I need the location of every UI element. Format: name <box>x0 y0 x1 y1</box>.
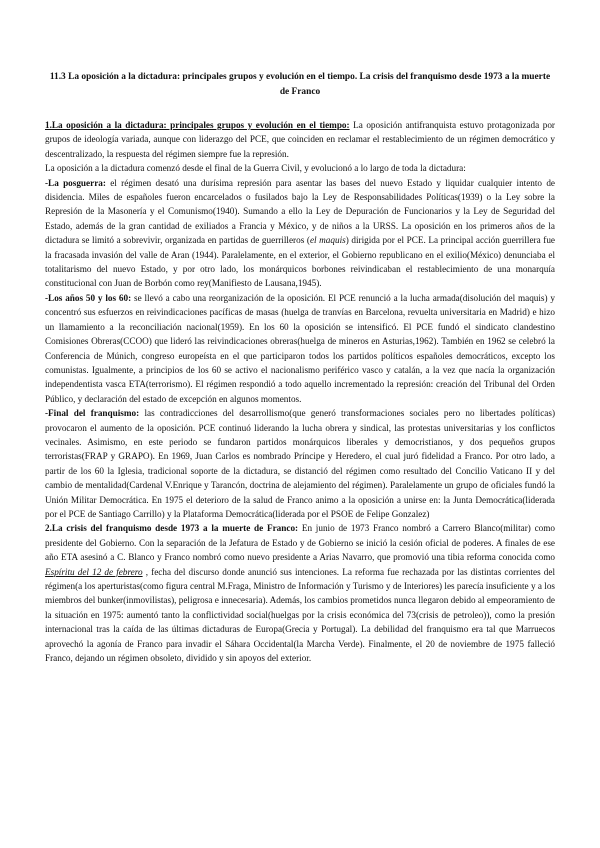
posguerra-text-a: el régimen desató una durísima represión para asentar las bases del nuevo Estado y liquidar cualquier intento de disidencia. Miles de españoles fueron encarcelados o fusilados bajo la Ley de Responsabilidades Políticas(1939) o la Ley sobre la Represión de la Masonería y el Comunismo(1940). Sumando a ello la Ley de Depuración de Funcionarios y la Ley de Seguridad del Estado, además de la gran cantidad de exiliados a Francia y México, y de niños a la URSS. La oposición en los primeros años de la dictadura se limitó a sobrevivir, organizada en partidas de guerrilleros ( <box>45 177 555 246</box>
anos-50-60-text: se llevó a cabo una reorganización de la oposición. El PCE renunció a la lucha armada(disolución del maquis) y concentró sus esfuerzos en reivindicaciones pacíficas de masas (huelga de tranvías en Barcelona, revuelta universitaria en Madrid) e hizo un llamamiento a la reconciliación nacional(1959). En los 60 la oposición se intensificó. El PCE fundó el sindicato clandestino Comisiones Obreras(CCOO) que lideró las reivindicaciones obreras(huelga de mineros en Asturias,1962). También en 1962 se celebró la Conferencia de Múnich, congreso europeísta en el que participaron todos los partidos políticos españoles democráticos, excepto los comunistas. Igualmente, a principios de los 60 se activo el nacionalismo periférico vasco y catalán, a la vez que nacía la organización independentista vasca ETA(terrorismo). El régimen respondió a todo aquello incrementado la represión: creación del Tribunal del Orden Público, y declaración del estado de excepción en algunos momentos. <box>45 292 555 404</box>
final-franquismo-paragraph <box>45 406 555 521</box>
posguerra-text-b: ) dirigida por el PCE. La principal acción guerrillera fue la fracasada invasión del valle de Aran (1944). Paralelamente, en el exterior, el Gobierno republicano en el exilio(México) denunciaba el totalitarismo del nuevo Estado, y por otro lado, los monárquicos borbones reivindicaban el restablecimiento de una monarquía constitucional con Juan de Borbón como rey(Manifiesto de Lausana,1945). <box>45 235 556 289</box>
posguerra-paragraph <box>45 176 555 291</box>
section-2-text-b: , fecha del discurso donde anunció sus intenciones. La reforma fue rechazada por las distintas corrientes del régimen(a los aperturistas(como figura central M.Fraga, Ministro de Información y Turismo y de Interiores) les parecía insuficiente y a los miembros del bunker(inmovilistas), peligrosa e innecesaria). Además, los cambios prometidos nunca llegaron debido al empeoramiento de la situación en 1975: aumentó tanto la conflictividad social(huelgas por la crisis económica del 73(crisis de petroleo)), como la presión internacional tras la caída de las últimas dictaduras de Europa(Grecia y Portugal). La debilidad del franquismo era tal que Marruecos aprovechó la agonía de Franco para invadir el Sáhara Occidental(la Marcha Verde). Finalmente, el 20 de noviembre de 1975 falleció Franco, dejando un régimen obsoleto, dividido y sin apoyos del exterior. <box>45 566 556 664</box>
espiritu-term: Espíritu del 12 de febrero <box>45 566 143 577</box>
anos-50-60-paragraph <box>45 291 555 406</box>
document-title: 11.3 La oposición a la dictadura: principales grupos y evolución en el tiempo. La crisis del franquismo desde 1973 a la muerte de Franco <box>49 72 551 97</box>
section-1-heading: 1.La oposición a la dictadura: principales grupos y evolución en el tiempo: <box>45 120 350 130</box>
final-franquismo-text: las contradicciones del desarrollismo(que generó transformaciones sociales pero no libertades políticas) provocaron el aumento de la oposición. PCE continuó liderando la lucha obrera y sindical, las protestas universitarias y los conflictos vecinales. Asimismo, en este periodo se fundaron partidos monárquicos liberales y democristianos, y dos pequeños grupos terroristas(FRAP y GRAPO). En 1969, Juan Carlos es nombrado Príncipe y Heredero, el cual juró fidelidad a Franco. Por otro lado, a partir de los 60 la Iglesia, tradicional soporte de la dictadura, se distanció del régimen como resultado del Concilio Vaticano II y del cambio de mentalidad(Cardenal V.Enrique y Tarancón, doctrina de alejamiento del régimen). Paralelamente un grupo de oficiales fundó la Unión Militar Democrática. En 1975 el deterioro de la salud de Franco animo a la oposición a unirse en: la Junta Democrática(liderada por el PCE de Santiago Carrillo) y la Plataforma Democrática(liderada por el PSOE de Felipe Gonzalez) <box>45 408 555 519</box>
section-2-heading: 2.La crisis del franquismo desde 1973 a la muerte de Franco: <box>45 523 299 534</box>
anos-50-60-label: -Los años 50 y los 60: <box>45 292 132 303</box>
section-1-intro-2: La oposición a la dictadura comenzó desde el final de la Guerra Civil, y evolucionó a lo largo de toda la dictadura: <box>45 163 466 174</box>
posguerra-label: -La posguerra: <box>45 177 106 188</box>
section-1-intro: La oposición antifranquista estuvo protagonizada por grupos de ideología variada, aunque con liderazgo del PCE, que coinciden en reclamar el restablecimiento de un régimen democrático y descentralizado, la respuesta del régimen siempre fue la represión. <box>45 120 555 159</box>
maquis-term: el maquis <box>309 235 346 246</box>
final-franquismo-label: -Final del franquismo: <box>45 408 140 419</box>
document-page <box>45 70 555 665</box>
section-1-paragraph <box>45 118 555 161</box>
section-2-text-a: En junio de 1973 Franco nombró a Carrero Blanco(militar) como presidente del Gobierno. Con la separación de la Jefatura de Estado y de Gobierno se inició la cesión oficial de poderes. A finales de ese año ETA asesinó a C. Blanco y Franco nombró como nuevo presidente a Arias Navarro, que promovió una tibia reforma conocida como <box>45 523 555 563</box>
section-2-paragraph <box>45 521 555 665</box>
